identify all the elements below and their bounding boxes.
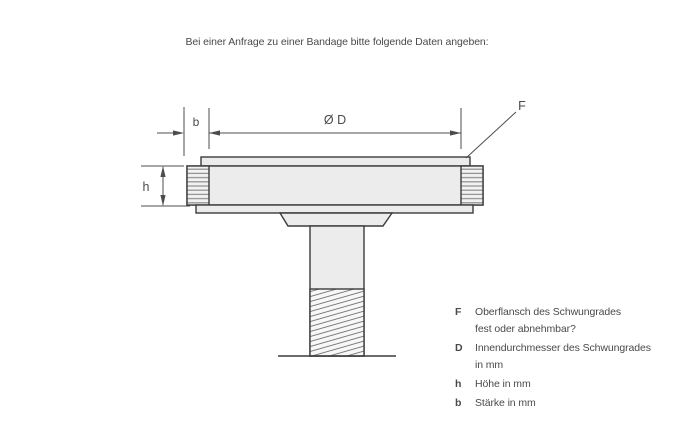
legend-text-b xyxy=(475,395,670,412)
legend-text-f-line2: fest oder abnehmbar? xyxy=(475,323,576,335)
legend-symbol-h: h xyxy=(455,378,462,390)
d-arrowhead-left xyxy=(209,130,220,135)
band-rim xyxy=(187,166,483,205)
legend-text-f-line1: Oberflansch des Schwungrades xyxy=(475,306,622,318)
legend-text-b-line1: Stärke in mm xyxy=(475,397,536,409)
legend-symbol-f: F xyxy=(455,306,462,318)
bandage-section-left xyxy=(187,166,209,205)
f-dimension-label: F xyxy=(518,99,526,113)
shaft-hatched-section xyxy=(310,289,364,356)
legend-text-f xyxy=(475,304,670,338)
hub xyxy=(280,213,392,226)
flywheel-body xyxy=(187,157,483,356)
legend-text-h xyxy=(475,376,670,393)
bandage-section-right xyxy=(461,166,483,205)
page-title: Bei einer Anfrage zu einer Bandage bitte folgende Daten angeben: xyxy=(185,36,489,48)
f-leader-line xyxy=(466,112,516,158)
legend-symbol-b: b xyxy=(455,397,462,409)
legend-item-d xyxy=(455,340,670,374)
b-dimension-label: b xyxy=(192,115,200,129)
bottom-flange xyxy=(196,205,473,213)
legend-text-d-line2: in mm xyxy=(475,359,504,371)
legend-text-d xyxy=(475,340,670,374)
b-arrowhead xyxy=(173,130,184,135)
legend-item-h xyxy=(455,376,670,393)
h-dimension-label: h xyxy=(142,180,150,194)
d-dimension-label: Ø D xyxy=(323,113,347,127)
legend-text-d-line1: Innendurchmesser des Schwungrades xyxy=(475,342,651,354)
top-flange xyxy=(201,157,470,166)
legend-item-b xyxy=(455,395,670,412)
legend-text-h-line1: Höhe in mm xyxy=(475,378,531,390)
d-arrowhead-right xyxy=(450,130,461,135)
legend xyxy=(455,304,670,414)
h-arrowhead-top xyxy=(160,166,165,177)
legend-symbol-d: D xyxy=(455,342,463,354)
h-arrowhead-bottom xyxy=(160,195,165,206)
legend-item-f xyxy=(455,304,670,338)
